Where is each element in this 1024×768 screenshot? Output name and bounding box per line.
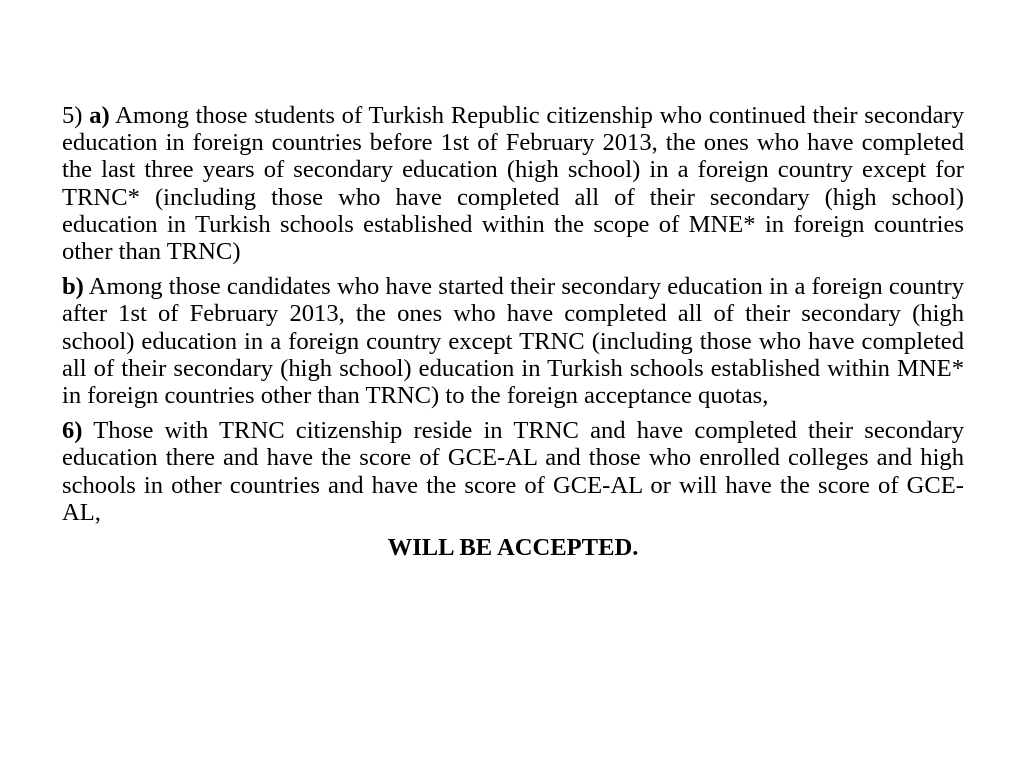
item-number-5: 5) [62, 102, 83, 129]
item-letter-b: b) [62, 273, 84, 301]
paragraph-5a [62, 102, 964, 265]
paragraph-5b-text: Among those candidates who have started their secondary education in a foreign country after 1st of February 2013, the ones who have completed all of their secondary (high school) education in a foreign country except TRNC (including those who have completed all of their secondary (high school) education in Turkish schools established within MNE* in foreign countries other than TRNC) to the foreign acceptance quotas, [62, 273, 964, 410]
item-letter-a: a) [89, 102, 110, 129]
paragraph-5a-text: Among those students of Turkish Republic citizenship who continued their secondary education in foreign countries before 1st of February 2013, the ones who have completed the last three years of secondary education (high school) in a foreign country except for TRNC* (including those who have completed all of their secondary (high school) education in Turkish schools established within the scope of MNE* in foreign countries other than TRNC) [62, 102, 964, 266]
slide-text-body [62, 102, 964, 561]
item-number-6: 6) [62, 417, 83, 445]
paragraph-6-text: Those with TRNC citizenship reside in TRNC and have completed their secondary education there and have the score of GCE-AL and those who enrolled colleges and high schools in other countries and have the score of GCE-AL or will have the score of GCE-AL, [62, 417, 964, 526]
paragraph-5b [62, 273, 964, 409]
closing-statement: WILL BE ACCEPTED. [387, 534, 639, 562]
paragraph-6 [62, 417, 964, 526]
